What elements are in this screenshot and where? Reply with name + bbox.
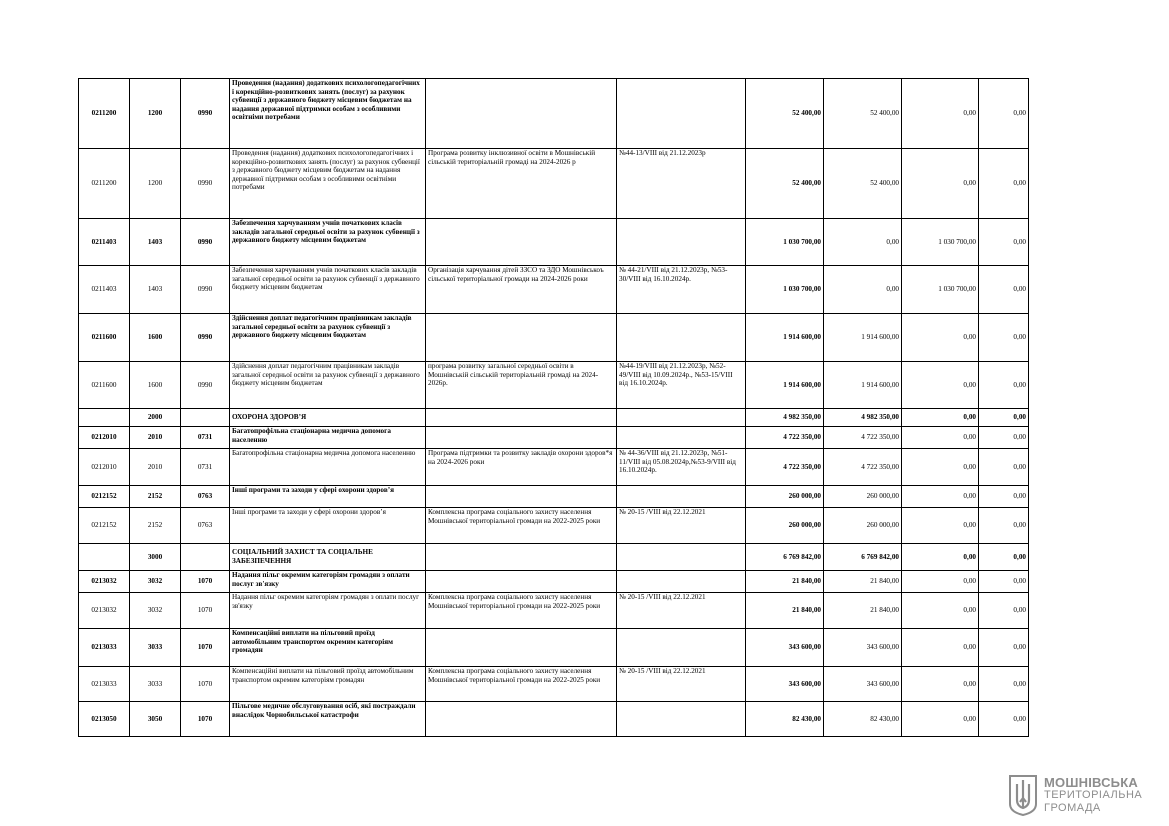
- total-amount-cell: 21 840,00: [746, 593, 824, 629]
- decision-cell: №44-13/VIII від 21.12.2023р: [617, 149, 746, 219]
- development-budget-cell: 0,00: [979, 571, 1029, 593]
- program-name-cell: СОЦІАЛЬНИЙ ЗАХИСТ ТА СОЦІАЛЬНЕ ЗАБЕЗПЕЧЕННЯ: [230, 544, 426, 571]
- decision-cell: № 44-36/VIII від 21.12.2023р, №51-11/VIII від 05.08.2024р,№53-9/VIII від 16.10.2024р.: [617, 449, 746, 486]
- program-code-cell: 3033: [130, 629, 181, 667]
- fund-code-cell: 0211200: [79, 79, 130, 149]
- general-fund-cell: 1 914 600,00: [824, 362, 902, 409]
- development-budget-cell: 0,00: [979, 486, 1029, 508]
- local-program-cell: [426, 486, 617, 508]
- program-name-cell: Здійснення доплат педагогічним працівникам закладів загальної середньої освіти за рахунок субвенції з державного бюджету місцевим бюджетам: [230, 314, 426, 362]
- total-amount-cell: 52 400,00: [746, 149, 824, 219]
- total-amount-cell: 52 400,00: [746, 79, 824, 149]
- fund-code-cell: 0211600: [79, 362, 130, 409]
- total-amount-cell: 82 430,00: [746, 702, 824, 737]
- program-code-cell: 1600: [130, 362, 181, 409]
- special-fund-cell: 0,00: [902, 79, 979, 149]
- special-fund-cell: 0,00: [902, 544, 979, 571]
- logo-line-2: ТЕРИТОРІАЛЬНА: [1044, 789, 1143, 801]
- development-budget-cell: 0,00: [979, 362, 1029, 409]
- decision-cell: [617, 486, 746, 508]
- program-name-cell: Компенсаційні виплати на пільговий проїзд автомобільним транспортом окремим категоріям громадян: [230, 629, 426, 667]
- fund-code-cell: 0213050: [79, 702, 130, 737]
- program-code-cell: 1600: [130, 314, 181, 362]
- total-amount-cell: 21 840,00: [746, 571, 824, 593]
- total-amount-cell: 1 030 700,00: [746, 266, 824, 314]
- special-fund-cell: 0,00: [902, 667, 979, 702]
- special-fund-cell: 0,00: [902, 314, 979, 362]
- development-budget-cell: 0,00: [979, 409, 1029, 427]
- function-code-cell: 1070: [181, 593, 230, 629]
- function-code-cell: 1070: [181, 571, 230, 593]
- community-logo: [1008, 774, 1153, 816]
- decision-cell: [617, 219, 746, 266]
- total-amount-cell: 260 000,00: [746, 486, 824, 508]
- trident-icon: [1008, 774, 1038, 816]
- local-program-cell: [426, 427, 617, 449]
- general-fund-cell: 4 722 350,00: [824, 449, 902, 486]
- total-amount-cell: 1 914 600,00: [746, 362, 824, 409]
- special-fund-cell: 0,00: [902, 409, 979, 427]
- function-code-cell: 0763: [181, 486, 230, 508]
- program-name-cell: Проведення (надання) додаткових психологопедагогічних і корекційно-розвиткових занять (послуг) за рахунок субвенції з державного бюджету місцевим бюджетам на надання державної підтримки особам з особливими освітніми потребами: [230, 79, 426, 149]
- function-code-cell: 0990: [181, 149, 230, 219]
- decision-cell: [617, 629, 746, 667]
- total-amount-cell: 343 600,00: [746, 629, 824, 667]
- program-code-cell: 1200: [130, 79, 181, 149]
- general-fund-cell: 52 400,00: [824, 79, 902, 149]
- local-program-cell: [426, 544, 617, 571]
- program-code-cell: 3032: [130, 593, 181, 629]
- fund-code-cell: 0211600: [79, 314, 130, 362]
- total-amount-cell: 1 030 700,00: [746, 219, 824, 266]
- development-budget-cell: 0,00: [979, 544, 1029, 571]
- general-fund-cell: 1 914 600,00: [824, 314, 902, 362]
- development-budget-cell: 0,00: [979, 314, 1029, 362]
- local-program-cell: [426, 409, 617, 427]
- total-amount-cell: 4 982 350,00: [746, 409, 824, 427]
- table-row: [79, 219, 1029, 266]
- special-fund-cell: 0,00: [902, 449, 979, 486]
- general-fund-cell: 21 840,00: [824, 593, 902, 629]
- fund-code-cell: 0213033: [79, 667, 130, 702]
- fund-code-cell: 0211403: [79, 219, 130, 266]
- total-amount-cell: 1 914 600,00: [746, 314, 824, 362]
- function-code-cell: 1070: [181, 629, 230, 667]
- development-budget-cell: 0,00: [979, 508, 1029, 544]
- table-row: [79, 79, 1029, 149]
- program-name-cell: Інші програми та заходи у сфері охорони здоров’я: [230, 508, 426, 544]
- function-code-cell: 0763: [181, 508, 230, 544]
- development-budget-cell: 0,00: [979, 629, 1029, 667]
- table-row: [79, 266, 1029, 314]
- general-fund-cell: 343 600,00: [824, 629, 902, 667]
- local-program-cell: [426, 314, 617, 362]
- special-fund-cell: 1 030 700,00: [902, 266, 979, 314]
- special-fund-cell: 0,00: [902, 149, 979, 219]
- local-program-cell: Програма розвитку інклюзивної освіти в Мошнівській сільській територіальній громаді на 2024-2026 р: [426, 149, 617, 219]
- special-fund-cell: 0,00: [902, 486, 979, 508]
- program-name-cell: Здійснення доплат педагогічним працівникам закладів загальної середньої освіти за рахунок субвенції з державного бюджету місцевим бюджетам: [230, 362, 426, 409]
- total-amount-cell: 260 000,00: [746, 508, 824, 544]
- development-budget-cell: 0,00: [979, 219, 1029, 266]
- special-fund-cell: 0,00: [902, 508, 979, 544]
- function-code-cell: [181, 544, 230, 571]
- development-budget-cell: 0,00: [979, 79, 1029, 149]
- program-name-cell: Пільгове медичне обслуговування осіб, які постраждали внаслідок Чорнобильської катастрофи: [230, 702, 426, 737]
- development-budget-cell: 0,00: [979, 449, 1029, 486]
- logo-line-1: МОШНІВСЬКА: [1044, 775, 1138, 790]
- table-row: [79, 544, 1029, 571]
- decision-cell: № 20-15 /VIII від 22.12.2021: [617, 508, 746, 544]
- program-code-cell: 2010: [130, 449, 181, 486]
- program-code-cell: 3050: [130, 702, 181, 737]
- total-amount-cell: 6 769 842,00: [746, 544, 824, 571]
- general-fund-cell: 260 000,00: [824, 508, 902, 544]
- program-name-cell: Надання пільг окремим категоріям громадян з оплати послуг зв'язку: [230, 571, 426, 593]
- development-budget-cell: 0,00: [979, 667, 1029, 702]
- general-fund-cell: 0,00: [824, 219, 902, 266]
- general-fund-cell: 52 400,00: [824, 149, 902, 219]
- table-row: [79, 593, 1029, 629]
- table-row: [79, 427, 1029, 449]
- local-program-cell: [426, 219, 617, 266]
- program-code-cell: 3033: [130, 667, 181, 702]
- decision-cell: [617, 314, 746, 362]
- special-fund-cell: 0,00: [902, 702, 979, 737]
- fund-code-cell: 0212152: [79, 508, 130, 544]
- fund-code-cell: [79, 409, 130, 427]
- fund-code-cell: 0212152: [79, 486, 130, 508]
- program-code-cell: 3000: [130, 544, 181, 571]
- function-code-cell: 0990: [181, 362, 230, 409]
- special-fund-cell: 0,00: [902, 427, 979, 449]
- general-fund-cell: 343 600,00: [824, 667, 902, 702]
- local-program-cell: [426, 79, 617, 149]
- general-fund-cell: 4 982 350,00: [824, 409, 902, 427]
- program-name-cell: Забезпечення харчуванням учнів початкових класів закладів загальної середньої освіти за рахунок субвенції з державного бюджету місцевим бюджетам: [230, 266, 426, 314]
- program-name-cell: Забезпечення харчуванням учнів початкових класів закладів загальної середньої освіти за рахунок субвенції з державного бюджету місцевим бюджетам: [230, 219, 426, 266]
- decision-cell: № 20-15 /VIII від 22.12.2021: [617, 667, 746, 702]
- general-fund-cell: 6 769 842,00: [824, 544, 902, 571]
- decision-cell: № 44-21/VIII від 21.12.2023р, №53-30/VIII від 16.10.2024р.: [617, 266, 746, 314]
- decision-cell: № 20-15 /VIII від 22.12.2021: [617, 593, 746, 629]
- function-code-cell: 0990: [181, 266, 230, 314]
- function-code-cell: 0731: [181, 427, 230, 449]
- local-program-cell: Комплексна програма соціального захисту населення Мошнівської територіальної громади на 2022-2025 роки: [426, 593, 617, 629]
- special-fund-cell: 0,00: [902, 629, 979, 667]
- local-program-cell: [426, 571, 617, 593]
- table-row: [79, 314, 1029, 362]
- fund-code-cell: [79, 544, 130, 571]
- function-code-cell: 0731: [181, 449, 230, 486]
- table-row: [79, 629, 1029, 667]
- table-row: [79, 486, 1029, 508]
- function-code-cell: [181, 409, 230, 427]
- program-code-cell: 2152: [130, 508, 181, 544]
- budget-table: [78, 78, 1029, 737]
- local-program-cell: програма розвитку загальної середньої освіти в Мошнівській сільській територіальній громаді на 2024-2026р.: [426, 362, 617, 409]
- development-budget-cell: 0,00: [979, 149, 1029, 219]
- program-name-cell: Проведення (надання) додаткових психологопедагогічних і корекційно-розвиткових занять (послуг) за рахунок субвенції з державного бюджету місцевим бюджетам на надання державної підтримки особам з особливими освітніми потребами: [230, 149, 426, 219]
- program-code-cell: 2152: [130, 486, 181, 508]
- decision-cell: [617, 702, 746, 737]
- development-budget-cell: 0,00: [979, 702, 1029, 737]
- table-row: [79, 409, 1029, 427]
- special-fund-cell: 0,00: [902, 571, 979, 593]
- local-program-cell: Програма підтримки та розвитку закладів охорони здоров*я на 2024-2026 роки: [426, 449, 617, 486]
- function-code-cell: 1070: [181, 702, 230, 737]
- program-name-cell: Компенсаційні виплати на пільговий проїзд автомобільним транспортом окремим категоріям громадян: [230, 667, 426, 702]
- local-program-cell: [426, 629, 617, 667]
- function-code-cell: 0990: [181, 314, 230, 362]
- fund-code-cell: 0211200: [79, 149, 130, 219]
- decision-cell: [617, 427, 746, 449]
- special-fund-cell: 0,00: [902, 593, 979, 629]
- program-code-cell: 1200: [130, 149, 181, 219]
- table-row: [79, 667, 1029, 702]
- special-fund-cell: 1 030 700,00: [902, 219, 979, 266]
- table-row: [79, 702, 1029, 737]
- decision-cell: №44-19/VIII від 21.12.2023р, №52-49/VIII від 10.09.2024р., №53-15/VIII від 16.10.2024р.: [617, 362, 746, 409]
- total-amount-cell: 4 722 350,00: [746, 449, 824, 486]
- fund-code-cell: 0213033: [79, 629, 130, 667]
- table-row: [79, 149, 1029, 219]
- total-amount-cell: 4 722 350,00: [746, 427, 824, 449]
- program-code-cell: 2010: [130, 427, 181, 449]
- table-row: [79, 362, 1029, 409]
- fund-code-cell: 0212010: [79, 449, 130, 486]
- local-program-cell: Комплексна програма соціального захисту населення Мошнівської територіальної громади на 2022-2025 роки: [426, 667, 617, 702]
- local-program-cell: Організація харчування дітей ЗЗСО та ЗДО Мошнівськоъ сільської територіальної громади на 2024-2026 роки: [426, 266, 617, 314]
- decision-cell: [617, 571, 746, 593]
- general-fund-cell: 0,00: [824, 266, 902, 314]
- development-budget-cell: 0,00: [979, 427, 1029, 449]
- fund-code-cell: 0213032: [79, 571, 130, 593]
- program-name-cell: Надання пільг окремим категоріям громадян з оплати послуг зв'язку: [230, 593, 426, 629]
- table-row: [79, 449, 1029, 486]
- special-fund-cell: 0,00: [902, 362, 979, 409]
- development-budget-cell: 0,00: [979, 593, 1029, 629]
- local-program-cell: Комплексна програма соціального захисту населення Мошнівської територіальної громади на 2022-2025 роки: [426, 508, 617, 544]
- program-name-cell: ОХОРОНА ЗДОРОВ’Я: [230, 409, 426, 427]
- table-row: [79, 571, 1029, 593]
- fund-code-cell: 0213032: [79, 593, 130, 629]
- fund-code-cell: 0212010: [79, 427, 130, 449]
- decision-cell: [617, 409, 746, 427]
- program-code-cell: 1403: [130, 219, 181, 266]
- fund-code-cell: 0211403: [79, 266, 130, 314]
- general-fund-cell: 4 722 350,00: [824, 427, 902, 449]
- program-name-cell: Багатопрофільна стаціонарна медична допомога населенню: [230, 427, 426, 449]
- program-code-cell: 1403: [130, 266, 181, 314]
- table-row: [79, 508, 1029, 544]
- function-code-cell: 0990: [181, 219, 230, 266]
- development-budget-cell: 0,00: [979, 266, 1029, 314]
- local-program-cell: [426, 702, 617, 737]
- function-code-cell: 1070: [181, 667, 230, 702]
- table-body: [79, 79, 1029, 737]
- total-amount-cell: 343 600,00: [746, 667, 824, 702]
- program-name-cell: Інші програми та заходи у сфері охорони здоров’я: [230, 486, 426, 508]
- general-fund-cell: 21 840,00: [824, 571, 902, 593]
- logo-line-3: ГРОМАДА: [1044, 802, 1101, 814]
- program-name-cell: Багатопрофільна стаціонарна медична допомога населенню: [230, 449, 426, 486]
- program-code-cell: 3032: [130, 571, 181, 593]
- general-fund-cell: 82 430,00: [824, 702, 902, 737]
- program-code-cell: 2000: [130, 409, 181, 427]
- decision-cell: [617, 79, 746, 149]
- decision-cell: [617, 544, 746, 571]
- function-code-cell: 0990: [181, 79, 230, 149]
- general-fund-cell: 260 000,00: [824, 486, 902, 508]
